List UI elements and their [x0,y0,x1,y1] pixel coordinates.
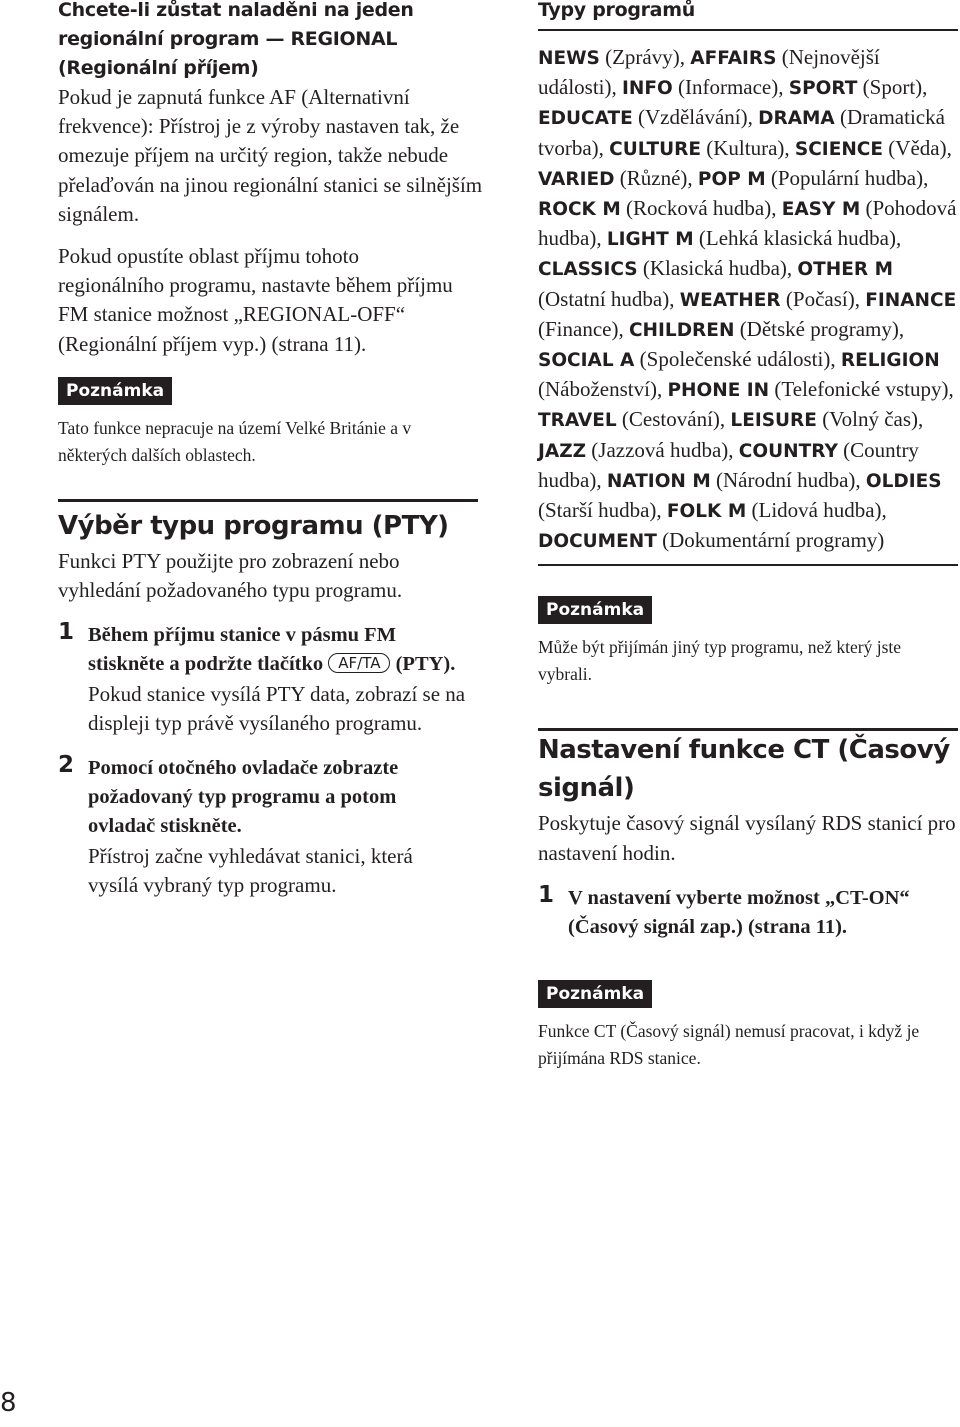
program-type-code: COUNTRY [738,440,838,462]
step-body: Pokud stanice vysílá PTY data, zobrazí se na displeji typ právě vysílaného programu. [88,681,466,735]
program-type-code: PHONE IN [667,380,770,402]
program-type-name: (Volný čas), [816,407,924,432]
program-types-list [538,43,958,556]
program-type-name: (Zprávy), [599,45,691,69]
program-type-code: NEWS [538,48,600,69]
note-block-1 [538,596,958,688]
step-number: 2 [58,752,75,779]
note-text: Funkce CT (Časový signál) nemusí pracovat, i když je přijímána RDS stanice. [538,1021,920,1069]
program-type-code: CLASSICS [538,259,638,281]
program-type-name: (Rocková hudba), [620,196,782,221]
program-type-name: (Kultura), [701,135,795,160]
types-top-rule [538,29,958,31]
program-type-code: CHILDREN [628,319,735,341]
step-number: 1 [538,881,555,908]
page-number: 8 [0,1388,17,1418]
program-type-name: (Lidová hudba), [746,498,887,523]
program-type-name: (Country hudba), [538,437,919,492]
step-title: V nastavení vyberte možnost „CT-ON“ (Časový signál zap.) (strana 11). [568,886,910,939]
program-type-code: OTHER M [797,259,893,281]
step-body: Přístroj začne vyhledávat stanici, která vysílá vybraný typ programu. [88,843,413,897]
regional-paragraph-1: Pokud je zapnutá funkce AF (Alternativní frekvence): Přístroj je z výroby nastaven tak, že omezuje příjem na určitý region, takže nebude přelaďován na jinou regionální stanici se silnějším signálem. [58,85,483,226]
program-type-code: NATION M [606,470,711,492]
program-type-name: (Dramatická tvorba), [538,105,945,160]
program-type-code: EASY M [781,199,861,221]
note-block [58,377,478,469]
note-label: Poznámka [538,980,652,1008]
program-type-code: OLDIES [865,470,942,492]
step-1 [58,621,478,738]
af-ta-key-icon: AF/TA [328,653,390,673]
program-type-code: SOCIAL A [538,350,635,372]
types-bottom-rule [538,564,958,566]
program-type-name: (Jazzová hudba), [586,437,739,462]
program-type-code: FOLK M [666,501,747,523]
program-type-name: (Věda), [883,135,952,160]
regional-heading: Chcete-li zůstat naladěni na jeden regionální program — REGIONAL (Regionální příjem) [58,0,414,79]
program-type-code: RELIGION [840,350,940,372]
ct-step-1 [538,881,958,942]
program-type-name: (Informace), [672,75,789,100]
program-type-code: FINANCE [865,289,957,311]
program-type-code: POP M [697,168,766,190]
step-title-suffix: (PTY). [395,653,456,676]
note-text: Tato funkce nepracuje na území Velké Británie a v některých dalších oblastech. [58,417,412,465]
program-type-code: TRAVEL [538,410,617,432]
pty-heading: Výběr typu programu (PTY) [58,510,449,541]
right-column [538,0,958,1072]
program-type-code: DOCUMENT [538,531,657,553]
program-type-code: SCIENCE [794,138,884,160]
step-2 [58,754,478,900]
program-type-name: (Ostatní hudba), [538,286,680,311]
program-type-code: VARIED [538,168,615,190]
program-type-code: ROCK M [538,199,621,221]
left-column [58,0,483,900]
program-type-name: (Společenské události), [634,347,841,372]
section-divider [58,499,478,502]
program-type-name: (Dětské programy), [734,316,905,341]
program-type-name: (Vzdělávání), [632,105,759,130]
program-type-name: (Nejnovější události), [538,45,880,100]
types-heading: Typy programů [538,0,695,21]
program-type-code: WEATHER [679,289,781,311]
program-type-name: (Různé), [614,165,698,190]
note-block-2 [538,980,958,1072]
program-type-code: AFFAIRS [690,48,777,69]
program-type-code: LIGHT M [606,229,694,251]
note-label: Poznámka [58,377,172,405]
program-type-name: (Lehká klasická hudba), [693,226,902,251]
ct-heading: Nastavení funkce CT (Časový signál) [538,735,950,804]
note-text: Může být přijímán jiný typ programu, než který jste vybrali. [538,637,902,685]
program-type-code: LEISURE [730,410,817,432]
program-type-code: INFO [622,78,673,100]
program-type-code: SPORT [788,78,858,100]
program-type-name: (Populární hudba), [765,165,929,190]
program-type-code: JAZZ [538,440,587,462]
program-type-code: CULTURE [609,138,702,160]
program-type-name: (Pohodová hudba), [538,196,957,251]
program-type-code: EDUCATE [538,108,633,130]
program-type-name: (Náboženství), [538,377,668,402]
pty-intro: Funkci PTY použijte pro zobrazení nebo vyhledání požadovaného typu programu. [58,548,403,603]
regional-paragraph-2: Pokud opustíte oblast příjmu tohoto regionálního programu, nastavte během příjmu FM stanice možnost „REGIONAL-OFF“ (Regionální příjem vyp.) (strana 11). [58,244,453,356]
program-type-name: (Dokumentární programy) [656,528,885,553]
program-type-name: (Finance), [538,316,629,341]
note-label: Poznámka [538,596,652,624]
program-type-name: (Starší hudba), [538,498,667,523]
ct-intro: Poskytuje časový signál vysílaný RDS stanicí pro nastavení hodin. [538,811,956,865]
program-type-name: (Počasí), [780,286,866,311]
program-type-name: (Cestování), [616,407,731,432]
program-type-name: (Klasická hudba), [637,256,798,281]
program-type-name: (Sport), [857,75,928,100]
step-number: 1 [58,619,75,646]
step-title-text: Během příjmu stanice v pásmu FM stiskněte a podržte tlačítko [88,624,397,676]
program-type-name: (Národní hudba), [710,467,866,492]
step-title: Pomocí otočného ovladače zobrazte požadovaný typ programu a potom ovladač stiskněte. [88,757,399,838]
program-type-name: (Telefonické vstupy), [769,377,954,402]
step-title [88,621,458,679]
program-type-code: DRAMA [758,108,835,130]
